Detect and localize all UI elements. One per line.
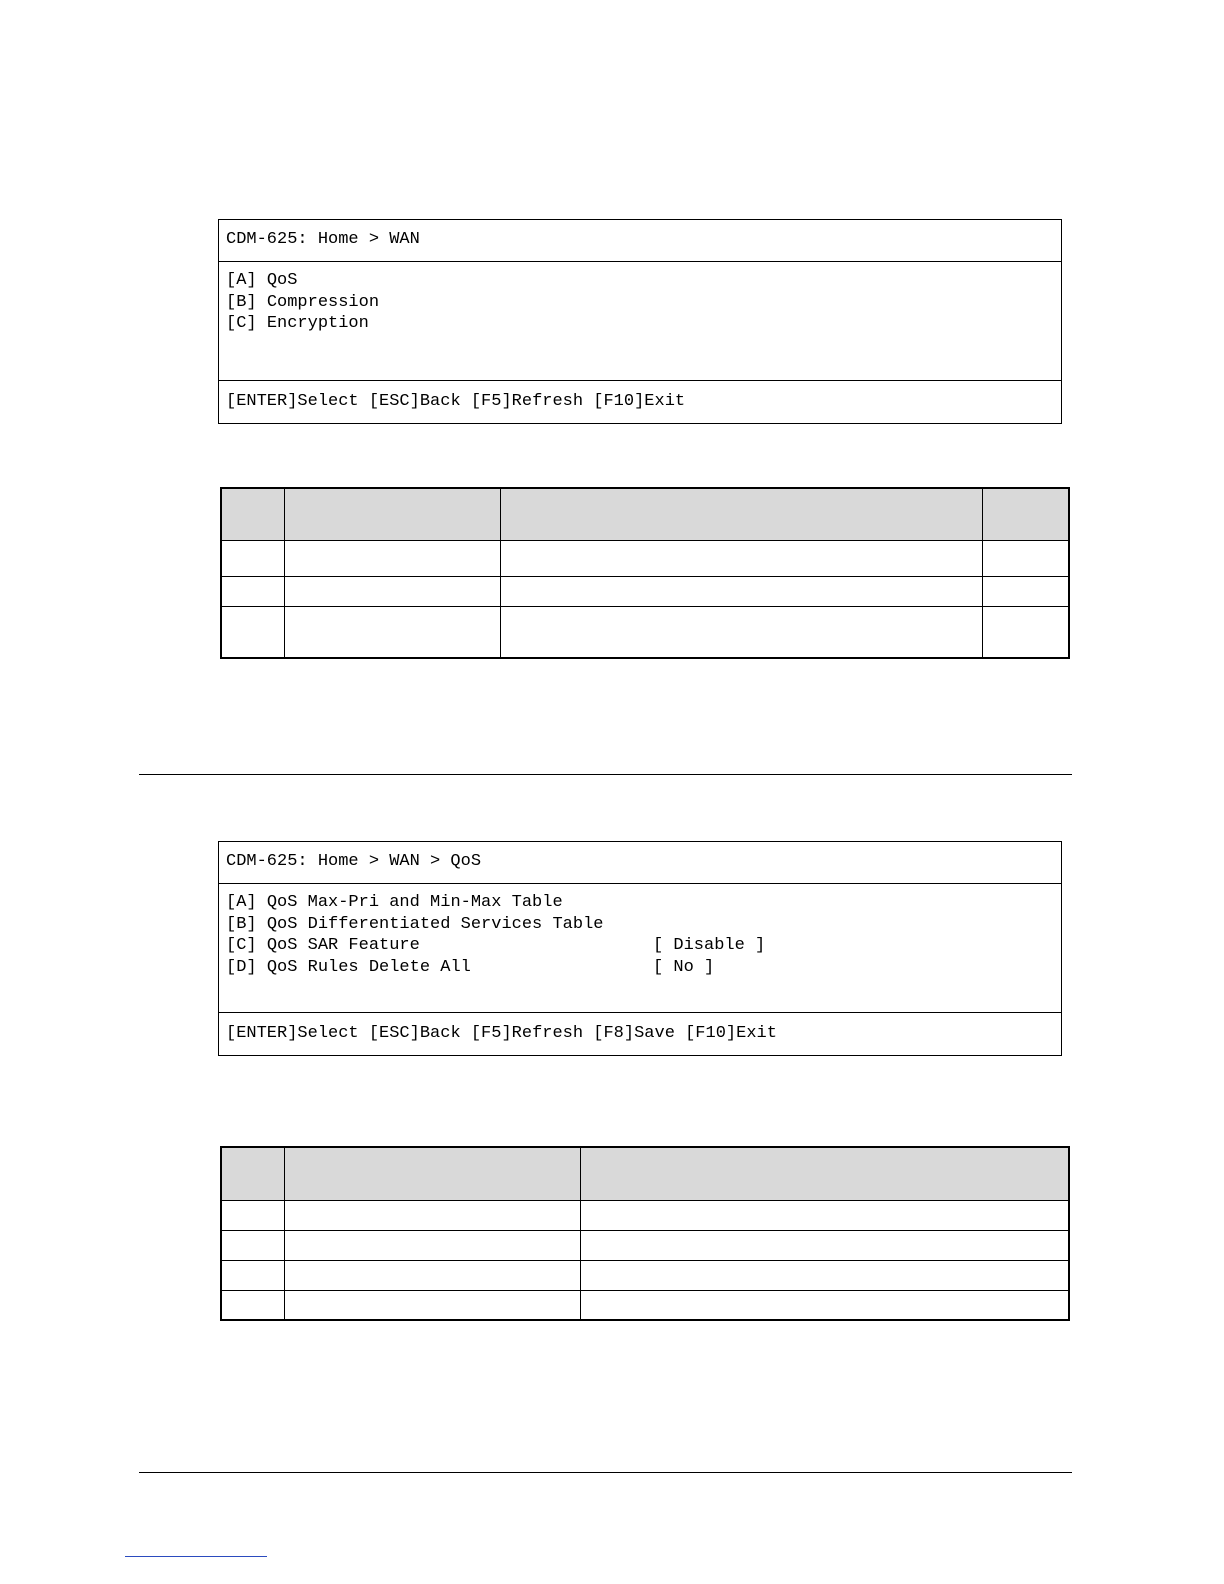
- enter-select-key[interactable]: [ENTER]Select: [226, 1024, 359, 1043]
- table-header-cell: [581, 1147, 1070, 1200]
- wan-screen-title: CDM-625: Home > WAN: [219, 220, 1061, 262]
- f5-refresh-key[interactable]: [F5]Refresh: [470, 1024, 584, 1043]
- esc-back-key[interactable]: [ESC]Back: [368, 392, 461, 411]
- menu-item-qos-diffserv-table[interactable]: [226, 914, 1061, 936]
- wan-menu-table: [220, 487, 1070, 659]
- wan-screen-footer: [219, 381, 1061, 423]
- qos-menu-table: [220, 1146, 1070, 1321]
- menu-label: QoS Max-Pri and Min-Max Table: [266, 893, 563, 912]
- menu-key: [A]: [226, 271, 257, 290]
- menu-key: [B]: [226, 292, 257, 312]
- qos-screen-title: CDM-625: Home > WAN > QoS: [219, 842, 1061, 884]
- table-row: [221, 1260, 1069, 1290]
- menu-item-qos[interactable]: [226, 270, 1061, 292]
- wan-menu: [219, 262, 1061, 381]
- menu-label: QoS: [266, 271, 298, 290]
- f5-refresh-key[interactable]: [F5]Refresh: [470, 392, 584, 411]
- footer-link-underline[interactable]: [125, 1556, 267, 1557]
- table-header-cell: [221, 488, 285, 540]
- table-header-cell: [285, 1147, 581, 1200]
- f10-exit-key[interactable]: [F10]Exit: [593, 392, 686, 411]
- menu-item-qos-rules-delete-all[interactable]: [226, 957, 1061, 979]
- menu-label: QoS Rules Delete All: [266, 957, 471, 977]
- table-header-cell: [221, 1147, 285, 1200]
- menu-label: Encryption: [266, 314, 369, 333]
- menu-item-compression[interactable]: [226, 292, 1061, 314]
- page-footer-rule: [139, 1472, 1072, 1473]
- wan-terminal-screen: [218, 219, 1062, 424]
- table-row: [221, 576, 1069, 606]
- table-header-row: [221, 488, 1069, 540]
- sar-feature-value: [ Disable ]: [653, 936, 766, 955]
- menu-label: QoS SAR Feature: [266, 936, 420, 955]
- menu-item-qos-max-pri-table[interactable]: [226, 892, 1061, 914]
- esc-back-key[interactable]: [ESC]Back: [368, 1024, 461, 1043]
- enter-select-key[interactable]: [ENTER]Select: [226, 392, 359, 411]
- table-header-cell: [285, 488, 501, 540]
- table-row: [221, 1230, 1069, 1260]
- menu-key: [B]: [226, 914, 257, 934]
- table-row: [221, 1200, 1069, 1230]
- qos-terminal-screen: [218, 841, 1062, 1056]
- menu-key: [C]: [226, 936, 257, 955]
- table-row: [221, 1290, 1069, 1320]
- menu-label: QoS Differentiated Services Table: [266, 914, 604, 934]
- table-header-cell: [983, 488, 1070, 540]
- table-header-cell: [501, 488, 983, 540]
- f8-save-key[interactable]: [F8]Save: [593, 1024, 675, 1043]
- table-row: [221, 606, 1069, 658]
- section-divider: [139, 774, 1072, 775]
- table-row: [221, 540, 1069, 576]
- menu-key: [A]: [226, 893, 257, 912]
- menu-item-qos-sar-feature[interactable]: [226, 935, 1061, 957]
- menu-label: Compression: [266, 292, 380, 312]
- table-header-row: [221, 1147, 1069, 1200]
- menu-key: [C]: [226, 314, 257, 333]
- rules-delete-all-value: [ No ]: [653, 957, 715, 977]
- f10-exit-key[interactable]: [F10]Exit: [685, 1024, 777, 1043]
- menu-key: [D]: [226, 957, 257, 977]
- qos-menu: [219, 884, 1061, 1013]
- menu-item-encryption[interactable]: [226, 313, 1061, 335]
- qos-screen-footer: [219, 1013, 1061, 1055]
